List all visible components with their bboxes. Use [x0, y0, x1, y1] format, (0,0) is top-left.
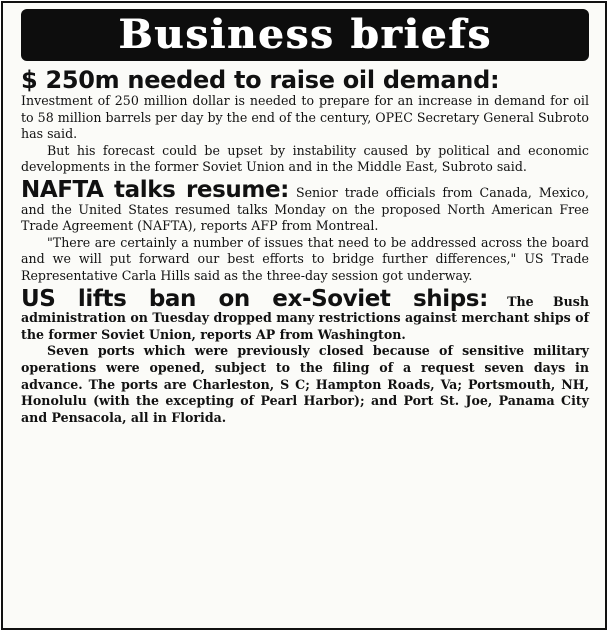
article-soviet-ships — [21, 285, 589, 427]
article-lead-paragraph — [21, 285, 589, 344]
article-headline: NAFTA talks resume: — [21, 176, 289, 203]
article-oil-demand — [21, 67, 589, 176]
masthead-title: Business briefs — [118, 10, 492, 58]
article-nafta-talks — [21, 176, 589, 285]
article-paragraph: Investment of 250 million dollar is needed to prepare for an increase in demand for oil to 58 million barrels per day by the end of the century, OPEC Secretary General Subroto has said. — [21, 93, 589, 142]
news-clipping — [1, 1, 607, 630]
article-paragraph: But his forecast could be upset by instability caused by political and economic developments in the former Soviet Union and in the Middle East, Subroto said. — [21, 142, 589, 175]
article-paragraph: Seven ports which were previously closed because of sensitive military operations were opened, subject to the filing of a request seven days in advance. The ports are Charleston, S C; Hampton Roads, Va; Portsmouth, NH, Honolulu (with the excepting of Pearl Harbor); and Port St. Joe, Panama City and Pensacola, all in Florida. — [21, 343, 589, 425]
article-paragraph: "There are certainly a number of issues that need to be addressed across the board and we will put forward our best efforts to bridge further differences," US Trade Representative Carla Hills said as the three-day session got underway. — [21, 234, 589, 283]
article-headline: $ 250m needed to raise oil demand: — [21, 66, 500, 94]
article-lead-paragraph — [21, 176, 589, 235]
article-lead-text: The Bush administration on Tuesday dropped many restrictions against merchant ships of the former Soviet Union, reports AP from Washington. — [21, 293, 589, 342]
article-lead-text: Senior trade officials from Canada, Mexico, and the United States resumed talks Monday on the proposed North American Free Trade Agreement (NAFTA), reports AFP from Montreal. — [21, 184, 589, 234]
masthead-banner — [21, 9, 589, 61]
article-headline: US lifts ban on ex-Soviet ships: — [21, 285, 488, 312]
